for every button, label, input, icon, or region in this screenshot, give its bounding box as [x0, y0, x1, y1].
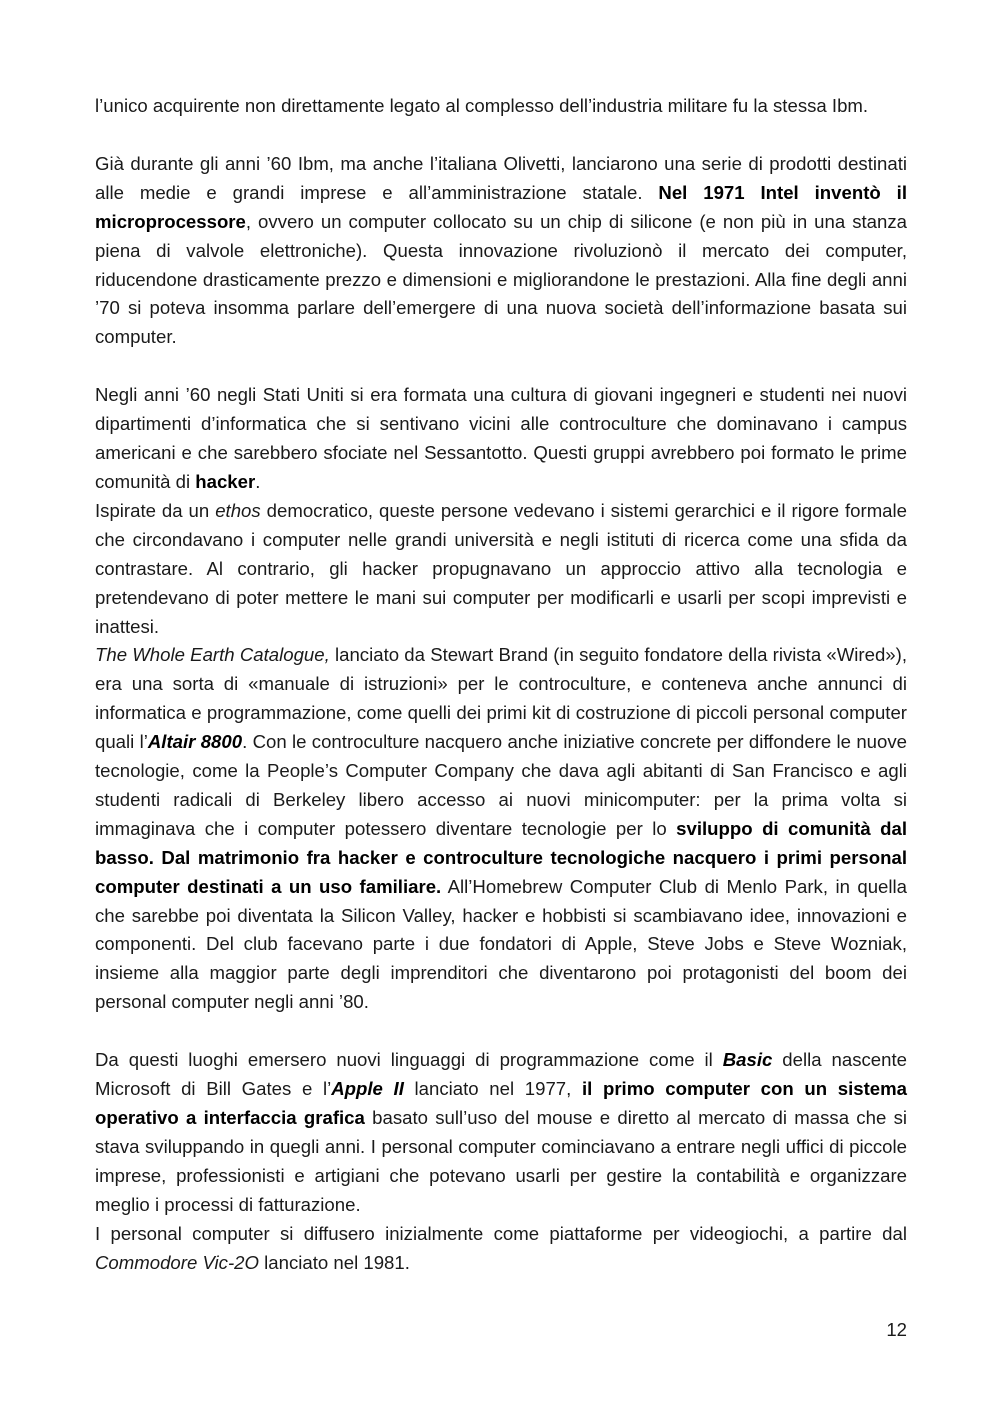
- text-run: democratico, queste persone vedevano i sistemi gerarchici e il rigore formale che circondavano i computer nelle grandi università e negli istituti di ricerca come una sfida da contrastare. Al contrario, gli hacker propugnavano un approccio attivo alla tecnologia e pretendevano di poter mettere le mani sui computer per modificarli e usarli per scopi imprevisti e inattesi.: [95, 499, 907, 637]
- italic-text: ethos: [215, 499, 261, 521]
- bold-text: hacker: [195, 470, 256, 492]
- text-run: Da questi luoghi emersero nuovi linguaggi di programmazione come il: [95, 1049, 723, 1071]
- document-body: [95, 92, 907, 1277]
- text-run: lanciato nel 1977,: [403, 1078, 582, 1100]
- italic-text: Commodore Vic-2O: [95, 1251, 259, 1273]
- bold-text: Nel 1971 Intel inventò il microprocessore: [95, 181, 907, 232]
- text-run: , ovvero un computer collocato su un chip di silicone (e non più in una stanza piena di valvole elettroniche). Questa innovazione rivoluzionò il mercato dei computer, riducendone drasticamente prezzo e dimensioni e migliorandone le prestazioni. Alla fine degli anni ’70 si poteva insomma parlare dell’emergere di una nuova società dell’informazione basata sui computer.: [95, 210, 907, 348]
- paragraph-microprocessor: [95, 150, 907, 352]
- text-run: I personal computer si diffusero inizialmente come piattaforme per videogiochi, a partire dal: [95, 1222, 907, 1244]
- text-run: l’unico acquirente non direttamente legato al complesso dell’industria militare fu la stessa Ibm.: [95, 95, 869, 116]
- bold-text: Basic: [722, 1049, 773, 1071]
- text-run: lanciato nel 1981.: [258, 1251, 410, 1273]
- text-run: della nascente Microsoft di Bill Gates e l’: [95, 1049, 907, 1100]
- text-run: Ispirate da un: [95, 499, 216, 521]
- paragraph-videogames: [95, 1220, 907, 1278]
- text-run: Negli anni ’60 negli Stati Uniti si era formata una cultura di giovani ingegneri e studenti nei nuovi dipartimenti d’informatica che si sentivano vicini alle controculture che dominavano i campus americani e che sarebbero sfociate nel Sessantotto. Questi gruppi avrebbero poi formato le prime comunità di: [95, 384, 907, 492]
- text-run: . Con le controculture nacquero anche iniziative concrete per diffondere le nuove tecnologie, come la People’s Computer Company che dava agli abitanti di San Francisco e agli studenti radicali di Berkeley libero accesso ai nuovi minicomputer: per la prima volta si immaginava che i computer potessero diventare tecnologie per lo: [95, 731, 908, 839]
- text-run: Già durante gli anni ’60 Ibm, ma anche l’italiana Olivetti, lanciarono una serie di prodotti destinati alle medie e grandi imprese e all’amministrazione statale.: [95, 152, 907, 203]
- text-run: basato sull’uso del mouse e diretto al mercato di massa che si stava sviluppando in quegli anni. I personal computer cominciavano a entrare negli uffici di piccole imprese, professionisti e artigiani che potevano usarli per gestire la contabilità e organizzare meglio i processi di fatturazione.: [95, 1107, 907, 1215]
- paragraph-hacker-culture: [95, 381, 907, 497]
- paragraph-ethos: [95, 497, 907, 642]
- bold-text: il primo computer con un sistema operativo a interfaccia grafica: [95, 1078, 908, 1128]
- bold-text: sviluppo di comunità dal basso. Dal matrimonio fra hacker e controculture tecnologiche nacquero i primi personal computer destinati a un uso familiare.: [95, 817, 907, 897]
- paragraph-basic-apple: [95, 1046, 907, 1219]
- text-run: All’Homebrew Computer Club di Menlo Park, in quella che sarebbe poi diventata la Silicon Valley, hacker e hobbisti si scambiavano idee, innovazioni e componenti. Del club facevano parte i due fondatori di Apple, Steve Jobs e Steve Wozniak, insieme alla maggior parte degli imprenditori che diventarono poi protagonisti del boom dei personal computer negli anni ’80.: [95, 875, 907, 1013]
- paragraph-ibm-buyer: [95, 92, 907, 121]
- bold-text: Altair 8800: [147, 731, 243, 753]
- text-run: lanciato da Stewart Brand (in seguito fondatore della rivista «Wired»), era una sorta di «manuale di istruzioni» per le controculture, e conteneva anche annunci di informatica e programmazione, come quelli dei primi kit di costruzione di piccoli personal computer quali l’: [95, 644, 907, 753]
- italic-text: The Whole Earth Catalogue,: [95, 644, 330, 666]
- page-number: 12: [886, 1319, 907, 1340]
- bold-text: Apple II: [331, 1078, 404, 1100]
- text-run: .: [255, 470, 261, 492]
- paragraph-whole-earth-catalogue: [95, 641, 907, 1017]
